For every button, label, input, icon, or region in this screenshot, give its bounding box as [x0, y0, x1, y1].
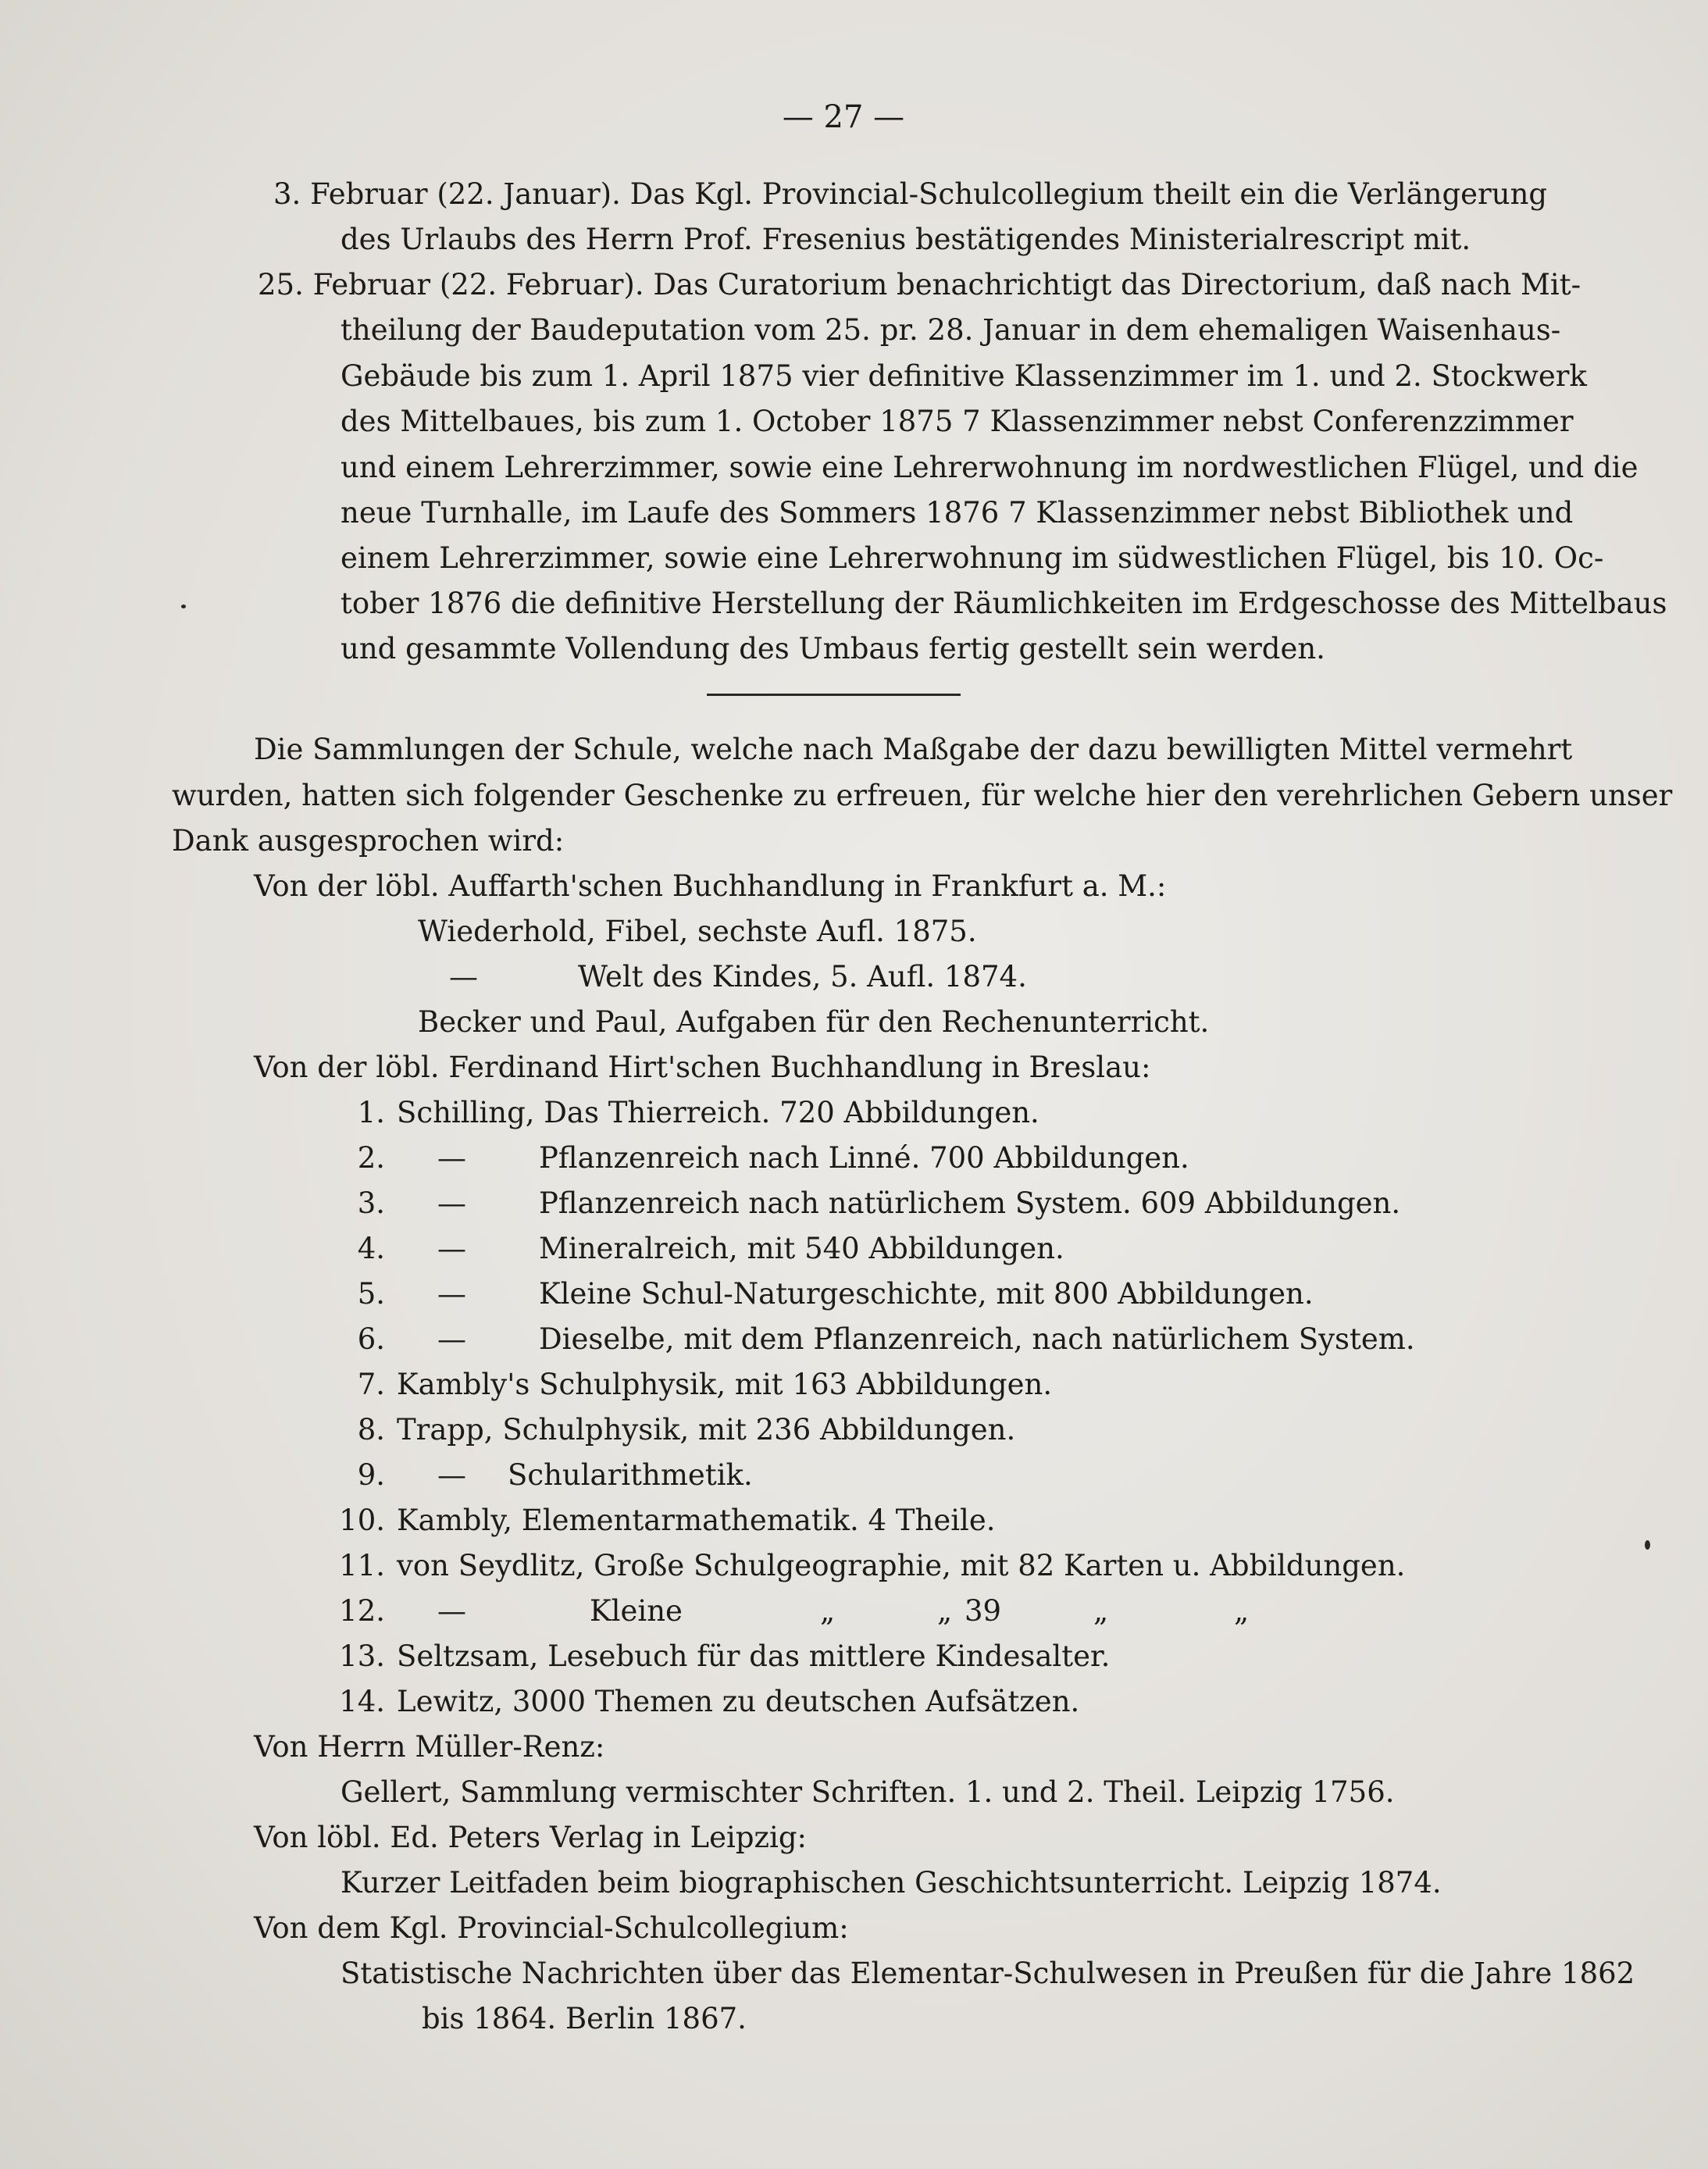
- item-text: Dieselbe, mit dem Pflanzenreich, nach natürlichem System.: [539, 1322, 1415, 1356]
- section-divider: [707, 694, 961, 696]
- item-text: Pflanzenreich nach Linné. 700 Abbildungen.: [539, 1141, 1189, 1175]
- entry-1-line-2: des Urlaubs des Herrn Prof. Fresenius bestätigendes Ministerialrescript mit.: [341, 223, 1471, 256]
- ditto-mark: „: [1234, 1594, 1250, 1628]
- provincial-item-line-2: bis 1864. Berlin 1867.: [422, 2002, 747, 2035]
- donor-auffarth: Von der löbl. Auffarth'schen Buchhandlung in Frankfurt a. M.:: [254, 869, 1167, 903]
- donor-peters: Von löbl. Ed. Peters Verlag in Leipzig:: [254, 1821, 808, 1854]
- item-text: Kambly's Schulphysik, mit 163 Abbildungen.: [397, 1368, 1053, 1401]
- ditto-mark: „: [937, 1594, 953, 1628]
- item-text: Trapp, Schulphysik, mit 236 Abbildungen.: [397, 1413, 1016, 1447]
- item-number: 6.: [357, 1322, 385, 1356]
- item-text: Schularithmetik.: [508, 1458, 753, 1492]
- intro-line-3: Dank ausgesprochen wird:: [172, 824, 565, 858]
- entry-2-line-3: Gebäude bis zum 1. April 1875 vier definitive Klassenzimmer im 1. und 2. Stockwerk: [341, 359, 1587, 393]
- item-number: 11.: [339, 1549, 385, 1582]
- provincial-item-line-1: Statistische Nachrichten über das Elementar-Schulwesen in Preußen für die Jahre 1862: [341, 1957, 1635, 1990]
- item-number: 9.: [357, 1458, 385, 1492]
- item-number: 3.: [357, 1186, 385, 1220]
- item-count: 39: [965, 1594, 1002, 1628]
- item-text: Pflanzenreich nach natürlichem System. 609 Abbildungen.: [539, 1186, 1401, 1220]
- item-text: Kambly, Elementarmathematik. 4 Theile.: [397, 1504, 996, 1537]
- item-number: 8.: [357, 1413, 385, 1447]
- entry-2-line-2: theilung der Baudeputation vom 25. pr. 28. Januar in dem ehemaligen Waisenhaus-: [341, 313, 1561, 347]
- entry-2-line-4: des Mittelbaues, bis zum 1. October 1875 7 Klassenzimmer nebst Conferenzzimmer: [341, 405, 1574, 438]
- ditto-dash: —: [437, 1232, 466, 1265]
- entry-2-line-9: und gesammte Vollendung des Umbaus fertig gestellt sein werden.: [341, 632, 1325, 665]
- peters-item: Kurzer Leitfaden beim biographischen Geschichtsunterricht. Leipzig 1874.: [341, 1866, 1442, 1900]
- item-text: Seltzsam, Lesebuch für das mittlere Kindesalter.: [397, 1639, 1111, 1673]
- item-text: von Seydlitz, Große Schulgeographie, mit 82 Karten u. Abbildungen.: [397, 1549, 1406, 1582]
- item-number: 2.: [357, 1141, 385, 1175]
- entry-2-line-1: 25. Februar (22. Februar). Das Curatorium benachrichtigt das Directorium, daß nach Mit-: [258, 268, 1581, 301]
- item-number: 1.: [357, 1096, 385, 1129]
- item-text: Lewitz, 3000 Themen zu deutschen Aufsätzen.: [397, 1685, 1080, 1718]
- mueller-item: Gellert, Sammlung vermischter Schriften. 1. und 2. Theil. Leipzig 1756.: [341, 1775, 1395, 1809]
- auffarth-item-3: Becker und Paul, Aufgaben für den Rechenunterricht.: [418, 1005, 1210, 1039]
- item-number: 4.: [357, 1232, 385, 1265]
- ditto-dash: —: [437, 1277, 466, 1311]
- auffarth-item-1: Wiederhold, Fibel, sechste Aufl. 1875.: [418, 915, 977, 948]
- entry-2-line-7: einem Lehrerzimmer, sowie eine Lehrerwohnung im südwestlichen Flügel, bis 10. Oc-: [341, 541, 1604, 575]
- ditto-dash: —: [437, 1594, 466, 1628]
- entry-2-line-8: tober 1876 die definitive Herstellung der Räumlichkeiten im Erdgeschosse des Mittelbaus: [341, 587, 1667, 620]
- scan-speck: [181, 605, 186, 608]
- ditto-dash: —: [437, 1141, 466, 1175]
- entry-2-line-6: neue Turnhalle, im Laufe des Sommers 1876 7 Klassenzimmer nebst Bibliothek und: [341, 496, 1574, 530]
- donor-hirt: Von der löbl. Ferdinand Hirt'schen Buchhandlung in Breslau:: [254, 1051, 1151, 1084]
- donor-provincial: Von dem Kgl. Provincial-Schulcollegium:: [254, 1911, 849, 1945]
- ditto-dash: —: [449, 960, 478, 994]
- entry-1-line-1: 3. Februar (22. Januar). Das Kgl. Provincial-Schulcollegium theilt ein die Verlängerung: [273, 177, 1548, 211]
- ditto-dash: —: [437, 1186, 466, 1220]
- entry-2-line-5: und einem Lehrerzimmer, sowie eine Lehrerwohnung im nordwestlichen Flügel, und die: [341, 451, 1638, 484]
- ditto-dash: —: [437, 1322, 466, 1356]
- scan-speck: [1645, 1540, 1650, 1550]
- item-number: 7.: [357, 1368, 385, 1401]
- item-number: 5.: [357, 1277, 385, 1311]
- item-number: 12.: [339, 1594, 385, 1628]
- item-text: Kleine: [590, 1594, 683, 1628]
- item-number: 13.: [339, 1639, 385, 1673]
- auffarth-item-2: Welt des Kindes, 5. Aufl. 1874.: [578, 960, 1027, 994]
- ditto-dash: —: [437, 1458, 466, 1492]
- item-text: Kleine Schul-Naturgeschichte, mit 800 Abbildungen.: [539, 1277, 1314, 1311]
- item-number: 14.: [339, 1685, 385, 1718]
- page-number: — 27 —: [782, 99, 905, 135]
- ditto-mark: „: [820, 1594, 836, 1628]
- donor-mueller: Von Herrn Müller-Renz:: [254, 1730, 605, 1764]
- item-text: Mineralreich, mit 540 Abbildungen.: [539, 1232, 1064, 1265]
- intro-line-1: Die Sammlungen der Schule, welche nach Maßgabe der dazu bewilligten Mittel vermehrt: [254, 733, 1573, 766]
- intro-line-2: wurden, hatten sich folgender Geschenke zu erfreuen, für welche hier den verehrlichen Gebern unser: [172, 779, 1673, 812]
- ditto-mark: „: [1093, 1594, 1109, 1628]
- item-text: Schilling, Das Thierreich. 720 Abbildungen.: [397, 1096, 1039, 1129]
- item-number: 10.: [339, 1504, 385, 1537]
